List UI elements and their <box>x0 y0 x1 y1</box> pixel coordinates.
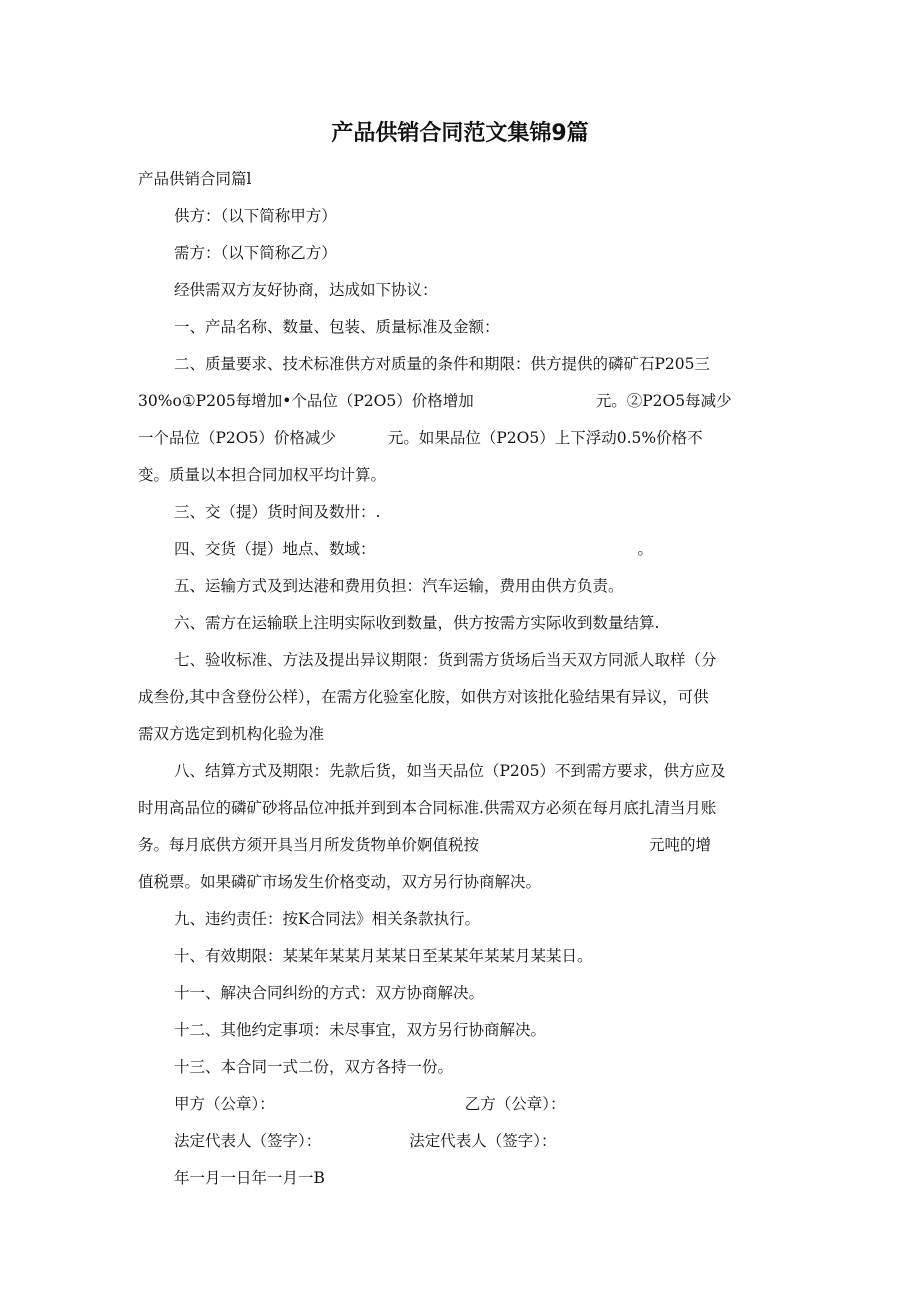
clause-7-line-3: 需双方选定到机构化验为准 <box>138 725 325 743</box>
clause-2-line-2-part-2: 元。②P2O5每减少 <box>595 392 732 410</box>
date-line: 年一月一日年一月一B <box>174 1169 325 1187</box>
clause-8-line-3-part-1: 务。每月底供方须开具当月所发货物单价婀值税按 <box>138 836 480 854</box>
clause-8-line-1: 八、结算方式及期限：先款后货，如当天品位（P205）不到需方要求，供方应及 <box>174 762 726 780</box>
section-heading: 产品供销合同篇l <box>138 170 252 188</box>
clause-11: 十一、解决合同纠纷的方式：双方协商解决。 <box>174 984 485 1002</box>
clause-7-line-1: 七、验收标准、方法及提出异议期限：货到需方货场后当天双方同派人取样（分 <box>174 651 717 669</box>
clause-12: 十二、其他约定事项：未尽事宜，双方另行协商解决。 <box>174 1021 547 1039</box>
party-b-seal-label: 乙方（公章）： <box>464 1095 566 1113</box>
signature-rep-line <box>138 1128 778 1165</box>
clause-4 <box>138 536 778 573</box>
clause-4-part-2: 。 <box>637 540 654 558</box>
signature-party-line <box>138 1091 778 1128</box>
clause-10: 十、有效期限：某某年某某月某某日至某某年某某月某某日。 <box>174 947 593 965</box>
clause-8-line-4: 值税票。如果磷矿市场发生价格变动，双方另行协商解决。 <box>138 873 542 891</box>
party-a-seal-label: 甲方（公章）： <box>174 1095 275 1113</box>
document-title: 产品供销合同范文集锦9篇 <box>331 121 589 146</box>
document-body <box>138 166 778 1202</box>
clause-1: 一、产品名称、数量、包装、质量标准及金额： <box>174 318 500 336</box>
clause-9: 九、违约责任：按K合同法》相关条款执行。 <box>174 910 481 928</box>
clause-4-part-1: 四、交货（提）地点、数域： <box>174 540 376 558</box>
paragraph-intro: 经供需双方友好协商，达成如下协议： <box>174 281 438 299</box>
clause-13: 十三、本合同一式二份，双方各持一份。 <box>174 1058 454 1076</box>
party-a-rep-label: 法定代表人（签字）： <box>174 1132 322 1150</box>
paragraph-buyer: 需方：（以下简称乙方） <box>174 244 337 262</box>
clause-8-line-3 <box>138 832 778 869</box>
clause-2-line-2-part-1: 30%o①P205每增加•个品位（P2O5）价格增加 <box>138 392 474 410</box>
clause-8-line-3-part-2: 元吨的增 <box>649 836 712 854</box>
paragraph-supplier: 供方：（以下简称甲方） <box>174 207 337 225</box>
clause-2-line-2 <box>138 388 778 425</box>
clause-2-line-3-part-1: 一个品位（P2O5）价格减少 <box>138 429 336 447</box>
clause-6: 六、需方在运输联上注明实际收到数量，供方按需方实际收到数量结算. <box>174 614 660 632</box>
clause-8-line-2: 时用高品位的磷矿砂将品位冲抵并到到本合同标准.供需双方必须在每月底扎清当月账 <box>138 799 717 817</box>
party-b-rep-label: 法定代表人（签字）： <box>409 1132 557 1150</box>
clause-2-line-3-part-2: 元。如果品位（P2O5）上下浮动0.5%价格不 <box>387 429 703 447</box>
clause-2-line-1: 二、质量要求、技术标准供方对质量的条件和期限：供方提供的磷矿石P205三 <box>174 355 711 373</box>
clause-2-line-4: 变。质量以本担合同加权平均计算。 <box>138 466 387 484</box>
clause-3: 三、交（提）货时间及数卅：. <box>174 503 381 521</box>
clause-7-line-2: 成叁份,其中含登份公样），在需方化验室化胺，如供方对该批化验结果有异议，可供 <box>138 688 709 706</box>
clause-2-line-3 <box>138 425 778 462</box>
clause-5: 五、运输方式及到达港和费用负担：汽车运输，费用由供方负责。 <box>174 577 624 595</box>
